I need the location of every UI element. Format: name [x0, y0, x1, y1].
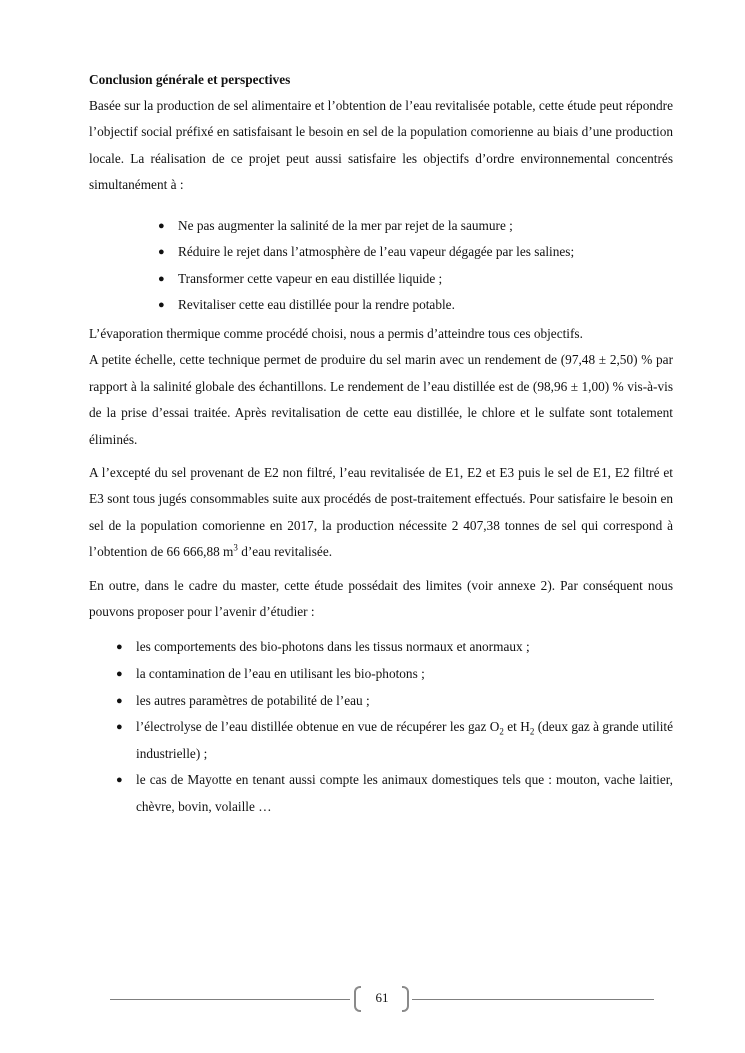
limits-paragraph: En outre, dans le cadre du master, cette étude possédait des limites (voir annexe 2). Par conséquent nous pouvons proposer pour l’avenir d’étudier :	[89, 577, 673, 620]
section-title: Conclusion générale et perspectives	[89, 72, 291, 87]
objectives-list	[89, 213, 673, 319]
bullet-icon: ●	[158, 272, 165, 285]
evaporation-paragraph: L’évaporation thermique comme procédé choisi, nous a permis d’atteindre tous ces objectifs.	[89, 326, 583, 341]
list-item: ● le cas de Mayotte en tenant aussi compte les animaux domestiques tels que : mouton, vache laitier, chèvre, bovin, volaille …	[116, 767, 673, 820]
list-item: ● Ne pas augmenter la salinité de la mer par rejet de la saumure ;	[158, 213, 673, 240]
results-paragraph: A petite échelle, cette technique permet de produire du sel marin avec un rendement de (97,48 ± 2,50) % par rapport à la salinité globale des échantillons. Le rendement de l’eau distillée est de (98,96 ± 1,00) % vis-à-vis de la prise d’essai traitée. Après revitalisation de cette eau distillée, le chlore et le sulfate sont totalement éliminés.	[89, 352, 673, 447]
bullet-icon: ●	[158, 219, 165, 232]
document-body	[89, 67, 673, 821]
footer-divider-right	[412, 999, 654, 1000]
bullet-icon: ●	[116, 668, 123, 681]
bullet-icon: ●	[116, 694, 123, 707]
page-footer	[110, 983, 654, 1017]
bullet-icon: ●	[158, 299, 165, 312]
list-item: ● la contamination de l’eau en utilisant les bio-photons ;	[116, 661, 673, 688]
list-item: ● les comportements des bio-photons dans les tissus normaux et anormaux ;	[116, 634, 673, 661]
list-item: ● les autres paramètres de potabilité de l’eau ;	[116, 688, 673, 715]
bullet-icon: ●	[116, 641, 123, 654]
bullet-icon: ●	[158, 246, 165, 259]
perspectives-list	[89, 634, 673, 820]
list-item: ● Revitaliser cette eau distillée pour la rendre potable.	[158, 292, 673, 319]
bracket-right-icon	[402, 986, 409, 1012]
bullet-icon: ●	[116, 721, 123, 734]
list-item: ● l’électrolyse de l’eau distillée obtenue en vue de récupérer les gaz $O_2$ et $H_2$ (deux gaz à grande utilité industrielle) ;	[116, 714, 673, 767]
bullet-icon: ●	[116, 774, 123, 787]
list-item: ● Transformer cette vapeur en eau distillée liquide ;	[158, 266, 673, 293]
footer-divider-left	[110, 999, 350, 1000]
consumable-paragraph: A l’excepté du sel provenant de E2 non filtré, l’eau revitalisée de E1, E2 et E3 puis le sel de E1, E2 filtré et E3 sont tous jugés consommables suite aux procédés de post-traitement effectués. Pour satisfaire le besoin en sel de la population comorienne en 2017, la production nécessite 2 407,38 tonnes de sel qui correspond à l’obtention de 66 666,88 $m^3$ d’eau revitalisée.	[89, 465, 673, 560]
page-number: 61	[375, 990, 389, 1005]
bracket-left-icon	[354, 986, 361, 1012]
intro-paragraph: Basée sur la production de sel alimentaire et l’obtention de l’eau revitalisée potable, cette étude peut répondre l’objectif social préfixé en satisfaisant le besoin en sel de la population comorienne au biais d’une production locale. La réalisation de ce projet peut aussi satisfaire les objectifs d’ordre environnemental concentrés simultanément à :	[89, 98, 673, 193]
list-item: ● Réduire le rejet dans l’atmosphère de l’eau vapeur dégagée par les salines;	[158, 239, 673, 266]
